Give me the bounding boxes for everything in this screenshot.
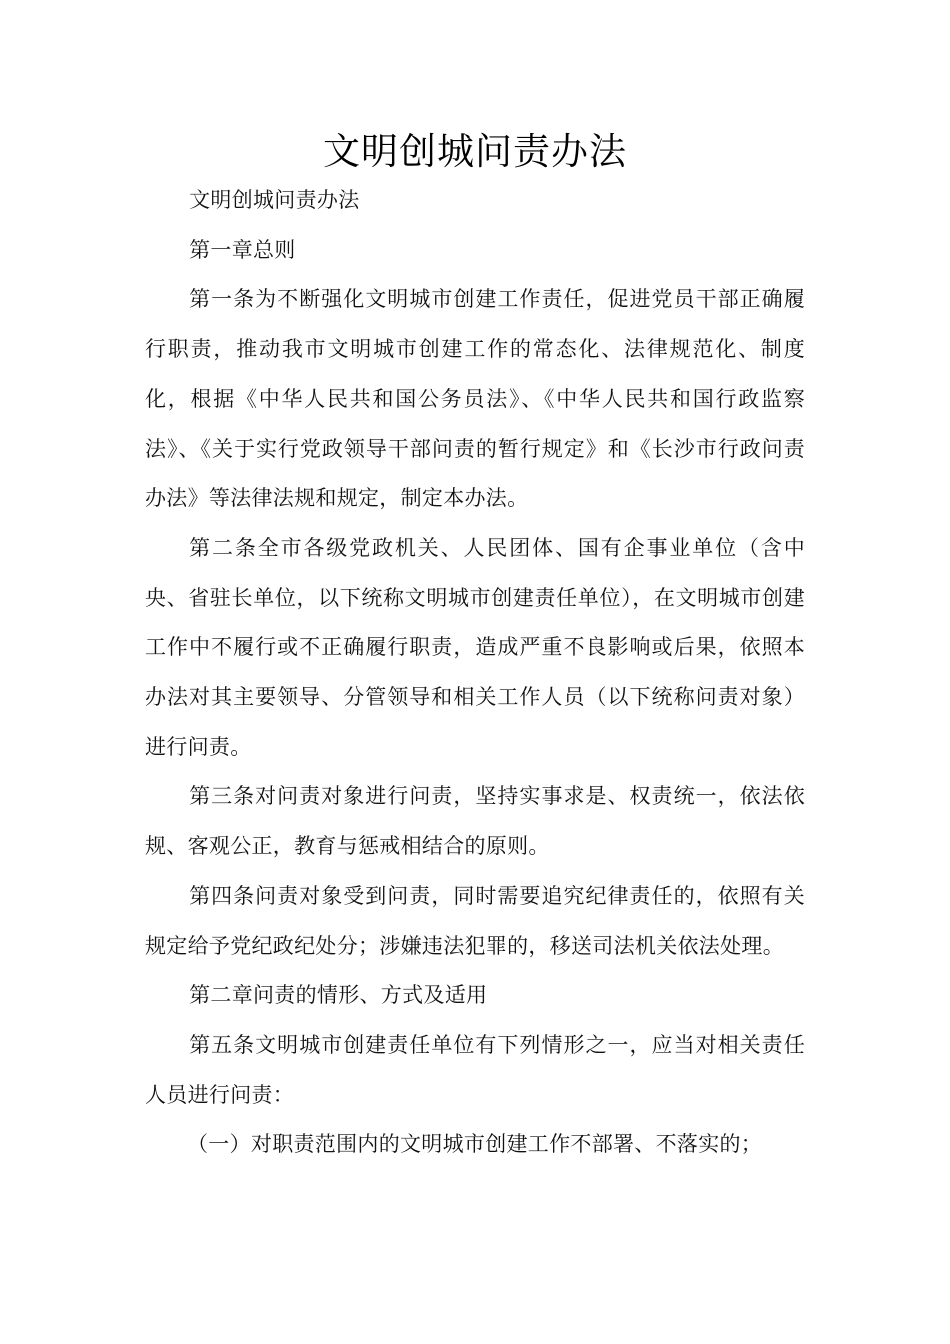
article-1: 第一条为不断强化文明城市创建工作责任，促进党员干部正确履行职责，推动我市文明城市创建工作的常态化、法律规范化、制度化，根据《中华人民共和国公务员法》、《中华人民共和国行政监察法》、《关于实行党政领导干部问责的暂行规定》和《长沙市行政问责办法》等法律法规和规定，制定本办法。: [145, 287, 805, 511]
article-5: 第五条文明城市创建责任单位有下列情形之一，应当对相关责任人员进行问责：: [145, 1032, 805, 1107]
paragraph-subtitle: 文明创城问责办法: [189, 188, 360, 212]
chapter-heading-2: 第二章问责的情形、方式及适用: [189, 983, 488, 1008]
article-2: 第二条全市各级党政机关、人民团体、国有企事业单位（含中央、省驻长单位，以下统称文明城市创建责任单位），在文明城市创建工作中不履行或不正确履行职责，造成严重不良影响或后果，依照本办法对其主要领导、分管领导和相关工作人员（以下统称问责对象）进行问责。: [145, 535, 805, 759]
list-item-1: （一）对职责范围内的文明城市创建工作不部署、不落实的；: [187, 1132, 763, 1157]
article-4: 第四条问责对象受到问责，同时需要追究纪律责任的，依照有关规定给予党纪政纪处分；涉嫌违法犯罪的，移送司法机关依法处理。: [145, 883, 805, 958]
article-3: 第三条对问责对象进行问责，坚持实事求是、权责统一，依法依规、客观公正，教育与惩戒相结合的原则。: [145, 784, 805, 859]
document-title: 文明创城问责办法: [323, 130, 627, 173]
chapter-heading-1: 第一章总则: [189, 237, 296, 262]
document-body: [145, 176, 805, 1170]
